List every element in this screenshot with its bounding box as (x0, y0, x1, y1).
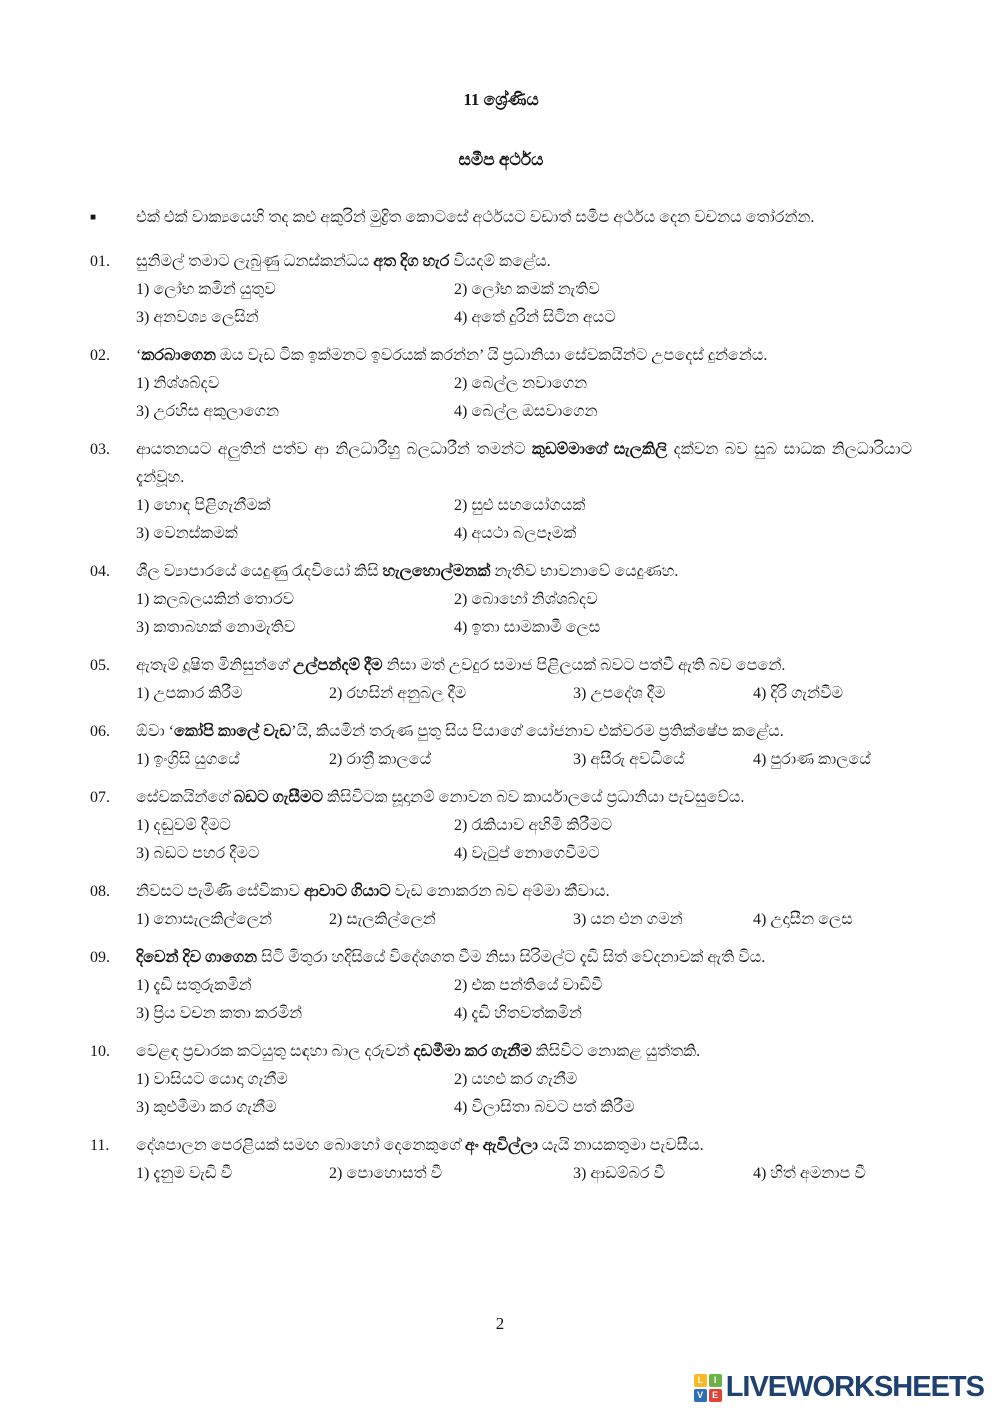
worksheet-content (90, 86, 912, 1198)
question-item (90, 1038, 912, 1122)
options (136, 1066, 912, 1122)
option-item[interactable]: 4) හිත් අමනාප වී (753, 1165, 866, 1182)
text-segment: වැඩ නොකරන බව අම්මා කීවාය. (390, 883, 610, 900)
text-segment: ශීල ව්‍යාපාරයේ යෙදුණු රැදවියෝ කිසි (136, 563, 383, 580)
question-item (90, 878, 912, 934)
question-number: 03. (90, 441, 110, 458)
instructions-text: එක් එක් වාක්‍යයෙහි තද කළු අකුරින් මුද්‍රිත කොටසේ අර්ථයට වඩාත් සමීප අර්ථය දෙන වචනය තෝරන්න. (136, 209, 815, 226)
question-number: 10. (90, 1043, 110, 1060)
option-item[interactable]: 2) රැකියාව අහිමි කිරීමට (454, 817, 613, 834)
question-number: 07. (90, 789, 110, 806)
text-segment: නිසා මත් උවදුර සමාජ පිළිලයක් බවට පත්වී ඇති බව පෙනේ. (382, 657, 786, 674)
text-segment: වෙළඳ ප්‍රචාරක කටයුතු සඳහා බාල දරුවන් (136, 1043, 414, 1060)
text-segment: නිවසට පැමිණි සේවිකාව (136, 883, 304, 900)
question-text (136, 652, 912, 680)
options (136, 276, 912, 332)
option-item[interactable]: 3) උපදේශ දීම (573, 685, 666, 702)
question-text (136, 718, 912, 746)
option-item[interactable]: 4) බෙල්ල ඔසවාගෙන (454, 403, 598, 420)
option-item[interactable]: 3) අනවශ්‍ය ලෙසින් (136, 309, 259, 326)
option-item[interactable]: 1) දඬුවම් දීමට (136, 817, 231, 834)
logo-letter-l-icon: L (694, 1374, 707, 1387)
question-text (136, 342, 912, 370)
question-number: 09. (90, 949, 110, 966)
options (136, 680, 912, 708)
text-segment: ’යි, කියමින් තරුණ පුතු සිය පියාගේ යෝජනාව එක්වරම ප්‍රතික්ෂේප කළේය. (291, 723, 784, 740)
option-item[interactable]: 3) බඩට පහර දීමට (136, 845, 260, 862)
text-segment: යැයි නායකතුමා පැවසීය. (537, 1137, 704, 1154)
text-segment: දක්වන බව සුබ සාධක නිලධාරියාට දැන්වූහ. (136, 441, 912, 486)
page-subtitle: සමීප අර්ථය (458, 150, 544, 169)
liveworksheets-logo-icon (694, 1374, 722, 1402)
question-number: 08. (90, 883, 110, 900)
options (136, 586, 912, 642)
option-item[interactable]: 1) දැඩි සතුරුකමින් (136, 977, 252, 994)
question-number: 11. (90, 1137, 110, 1154)
options (136, 812, 912, 868)
option-item[interactable]: 3) යන එන ගමන් (573, 911, 683, 928)
bold-phrase: අත දිග හැර (373, 253, 450, 270)
question-body (136, 248, 912, 332)
option-item[interactable]: 2) බෙල්ල නවාගෙන (454, 375, 588, 392)
option-item[interactable]: 3) අසීරු අවධියේ (573, 751, 685, 768)
text-segment: නැතිව භාවනාවේ යෙදුණහ. (490, 563, 679, 580)
bold-phrase: කරබාගෙන (141, 347, 217, 364)
option-item[interactable]: 1) නොසැලකිල්ලෙන් (136, 911, 272, 928)
text-segment: ‘ (136, 347, 142, 364)
option-item[interactable]: 4) විලාසිතා බවට පත් කිරීම (454, 1099, 635, 1116)
liveworksheets-footer (694, 1373, 984, 1402)
text-segment: ඇතැම් දූෂිත මිනිසුන්ගේ (136, 657, 294, 674)
bold-phrase: දිවෙන් දිව ගාගෙන (136, 949, 258, 966)
option-item[interactable]: 3) කුළුමීමා කර ගැනීම (136, 1099, 277, 1116)
question-text (136, 878, 912, 906)
option-item[interactable]: 2) ලෝභ කමක් නැතිව (454, 281, 600, 298)
text-segment: කිසිවිට නොකළ යුත්තකි. (531, 1043, 701, 1060)
question-number: 04. (90, 563, 110, 580)
question-item (90, 784, 912, 868)
option-item[interactable]: 4) අයථා බලපෑමක් (454, 525, 577, 542)
question-body (136, 1132, 912, 1188)
question-body (136, 784, 912, 868)
option-item[interactable]: 3) වෙනස්කමක් (136, 525, 238, 542)
option-item[interactable]: 2) රහසින් අනුබල දීම (329, 685, 467, 702)
option-item[interactable]: 2) සැලකිල්ලෙන් (329, 911, 436, 928)
option-item[interactable]: 3) කතාබහක් නොමැතිව (136, 619, 296, 636)
text-segment: සුනිමල් තමාට ලැබුණු ධනස්කන්ධය (136, 253, 374, 270)
option-item[interactable]: 2) යහළු කර ගැනීම (454, 1071, 578, 1088)
bold-phrase: දඩමීමා කර ගැනීම (413, 1043, 532, 1060)
option-item[interactable]: 3) ආඩම්බර වී (573, 1165, 666, 1182)
instructions (90, 204, 912, 232)
bold-phrase: අං ඇවිල්ලා (464, 1137, 538, 1154)
bold-phrase: ආවාට ගියාට (303, 883, 391, 900)
text-segment: සිටි මිතුරා හදිසියේ විදේශගත වීම නිසා සිරිමල්ට දැඩි සිත් වේදනාවක් ඇති විය. (257, 949, 766, 966)
question-body (136, 652, 912, 708)
question-body (136, 436, 912, 548)
option-item[interactable]: 1) හොඳ පිළිගැනීමක් (136, 497, 271, 514)
option-item[interactable]: 1) ඉංග්‍රිසි යුගයේ (136, 751, 240, 768)
question-text (136, 1132, 912, 1160)
page-number: 2 (495, 1314, 505, 1333)
question-item (90, 436, 912, 548)
question-item (90, 944, 912, 1028)
option-item[interactable]: 4) වැටුප් නොගෙවීමට (454, 845, 600, 862)
option-item[interactable]: 4) පුරාණ කාලයේ (753, 751, 871, 768)
question-body (136, 878, 912, 934)
question-text (136, 558, 912, 586)
question-body (136, 342, 912, 426)
logo-letter-e-icon: E (709, 1389, 722, 1402)
text-segment: සේවකයින්ගේ (136, 789, 234, 806)
option-item[interactable]: 1) නිශ්ශබ්දව (136, 375, 220, 392)
options (136, 492, 912, 548)
option-item[interactable]: 4) අතේ දුරින් සිටින අයට (454, 309, 616, 326)
question-body (136, 718, 912, 774)
option-item[interactable]: 1) දැනුම වැඩි වී (136, 1165, 233, 1182)
page-title: 11 ශ්‍රේණිය (463, 90, 539, 109)
text-segment: කිසිවිටක සූදානම් නොවන බව කාර්යාලයේ ප්‍රධානියා පැවසුවේය. (322, 789, 745, 806)
option-item[interactable]: 4) උදාසීන ලෙස (753, 911, 853, 928)
text-segment: ඔය වැඩ ටික ඉක්මනට ඉවරයක් කරන්න’ යි ප්‍රධානියා සේවකයින්ට උපදෙස් දුන්නේය. (216, 347, 768, 364)
question-item (90, 652, 912, 708)
logo-letter-i-icon: I (709, 1374, 722, 1387)
question-text (136, 784, 912, 812)
option-item[interactable]: 1) වාසියට යොදා ගැනීම (136, 1071, 288, 1088)
option-item[interactable]: 1) කලබලයකින් තොරව (136, 591, 294, 608)
question-number: 06. (90, 723, 110, 740)
question-text (136, 248, 912, 276)
question-item (90, 1132, 912, 1188)
question-number: 05. (90, 657, 110, 674)
option-item[interactable]: 2) බොහෝ නිශ්ශබ්දව (454, 591, 598, 608)
question-body (136, 558, 912, 642)
brand-text: LIVEWORKSHEETS (725, 1371, 984, 1403)
option-item[interactable]: 1) උපකාර කිරීම (136, 685, 243, 702)
text-segment: වියදම් කළේය. (449, 253, 551, 270)
bold-phrase: කුඩම්මාගේ සැලකිලි (531, 441, 668, 458)
question-body (136, 944, 912, 1028)
options (136, 370, 912, 426)
text-segment: ඕවා ‘ (136, 723, 174, 740)
question-text (136, 944, 912, 972)
question-text (136, 436, 912, 492)
option-item[interactable]: 4) දිරි ගැන්වීම (753, 685, 844, 702)
question-item (90, 558, 912, 642)
question-body (136, 1038, 912, 1122)
bold-phrase: හැලහොල්මනක් (382, 563, 491, 580)
question-number: 02. (90, 347, 110, 364)
option-item[interactable]: 2) පොහොසත් වී (329, 1165, 443, 1182)
options (136, 906, 912, 934)
question-item (90, 248, 912, 332)
text-segment: ආයතනයට අලුතින් පත්ව ආ නිලධාරීහු බලධාරීන් තමන්ට (136, 441, 532, 458)
options (136, 1160, 912, 1188)
square-bullet-icon: ■ (90, 212, 97, 223)
question-item (90, 718, 912, 774)
options (136, 746, 912, 774)
option-item[interactable]: 2) සුළු සහයෝගයක් (454, 497, 586, 514)
logo-letter-v-icon: V (694, 1389, 707, 1402)
bold-phrase: බඩට ගැසීමට (233, 789, 323, 806)
option-item[interactable]: 2) රාත්‍රී කාලයේ (329, 751, 432, 768)
option-item[interactable]: 2) එක පන්තියේ වාඩිවී (454, 977, 603, 994)
option-item[interactable]: 4) ඉතා සාමකාමී ලෙස (454, 619, 601, 636)
options (136, 972, 912, 1028)
option-item[interactable]: 4) දැඩි හිතවත්කමින් (454, 1005, 582, 1022)
option-item[interactable]: 3) උරහිස අකුලාගෙන (136, 403, 279, 420)
option-item[interactable]: 3) ප්‍රිය වචන කතා කරමින් (136, 1005, 303, 1022)
questions-list (90, 248, 912, 1188)
question-item (90, 342, 912, 426)
question-number: 01. (90, 253, 110, 270)
option-item[interactable]: 1) ලෝභ කමින් යුතුව (136, 281, 276, 298)
bold-phrase: කෝපි කාලේ වැඩ (173, 723, 292, 740)
bold-phrase: උල්පන්දම් දීම (293, 657, 383, 674)
text-segment: දේශපාලන පෙරළියක් සමඟ බොහෝ දෙනෙකුගේ (136, 1137, 465, 1154)
question-text (136, 1038, 912, 1066)
